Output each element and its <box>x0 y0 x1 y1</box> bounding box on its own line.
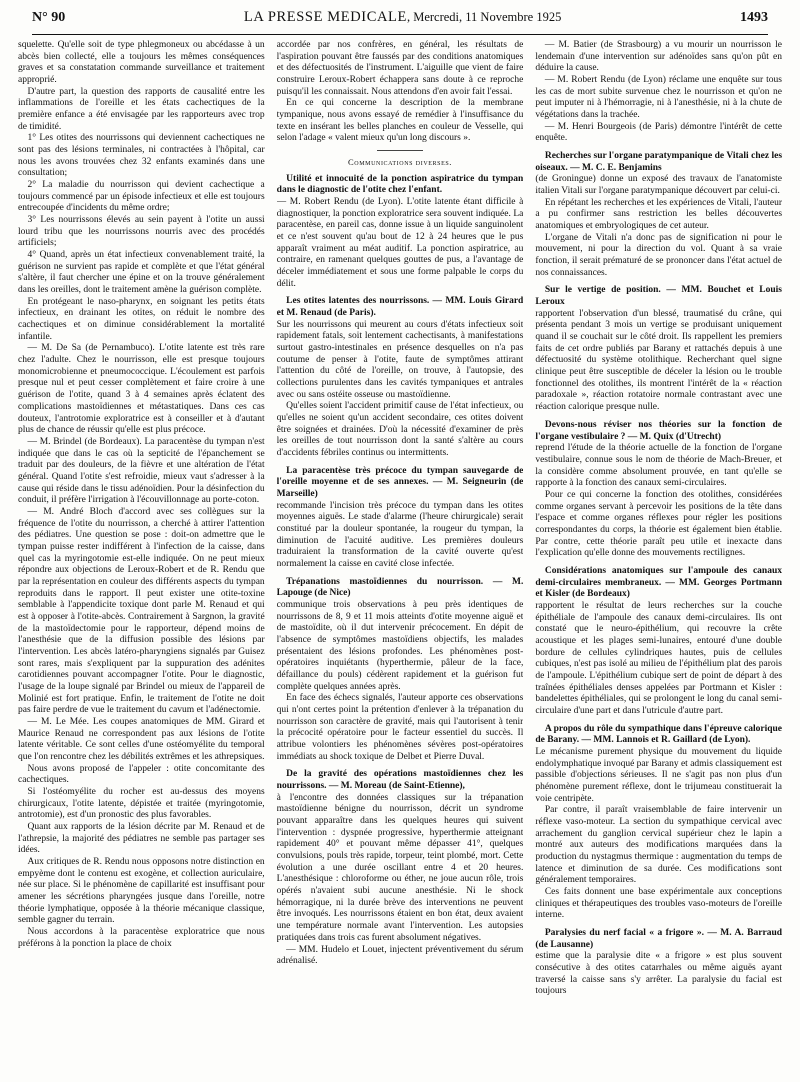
communication-title: Paralysies du nerf facial « a frigore ». — M. A. Barraud (de Lausanne) <box>535 928 783 950</box>
paragraph: — M. Le Mée. Les coupes anatomiques de MM. Girard et Maurice Renaud ne correspondent pas aux lésions de l'otite latente véritable. Ce sont celles d'une ostéomyélite du temporal que l'on rencontre chez les débilités extrêmes et les athrepsiques. <box>18 716 265 762</box>
communication-title: La paracentèse très précoce du tympan sauvegarde de l'oreille moyenne et de ses annexes. — M. Seigneurin (de Marseille) <box>276 465 524 499</box>
paragraph: recommande l'incision très précoce du tympan dans les otites moyennes aiguës. Le stade d'alarme (l'heure chirurgicale) serait constitué par la douleur spontanée, la rougeur du tympan, la diminution de l'acuité auditive. Les premières douleurs traduiraient la transformation de la cavité ouverte qu'est normalement la caisse en cavité close infectée. <box>276 500 524 569</box>
paragraph: D'autre part, la question des rapports de causalité entre les inflammations de l'oreille et les états cachectiques de la première enfance a été envisagée par les rapporteurs avec trop de timidité. <box>18 86 265 132</box>
communication-title: A propos du rôle du sympathique dans l'épreuve calorique de Barany. — MM. Lannois et R. Gaillard (de Lyon). <box>535 723 783 746</box>
issue-number: N° 90 <box>32 10 66 25</box>
column-3 <box>535 40 782 1072</box>
paragraph: En ce qui concerne la description de la membrane tympanique, nous avons essayé de remédier à l'insuffisance du texte en insérant les belles planches en couleur de Vesselle, qui selon l'adage « valent mieux qu'un long discours ». <box>276 98 524 144</box>
communication-title: De la gravité des opérations mastoïdiennes chez les nourrissons. — M. Moreau (de Saint-Etienne), <box>276 769 524 792</box>
paragraph: — MM. Hudelo et Louet, injectent préventivement du sérum adrénalisé. <box>276 944 524 967</box>
paragraph: Quant aux rapports de la lésion décrite par M. Renaud et de l'athrepsie, la majorité des pédiatres ne semble pas partager ses idées. <box>18 822 265 856</box>
paragraph: Sur les nourrissons qui meurent au cours d'états infectieux soit rapidement fatals, soit lentement cachectisants, à manifestations surtout gastro-intestinales en présence desquelles on n'a pas coutume de penser à l'otite, faute de symptômes attirant l'attention du côté de l'oreille, on trouve, à l'autopsie, des collections purulentes dans les cavités tympaniques et antrales avec ou sans ostéite osseuse ou mastoïdienne. <box>276 319 524 400</box>
paragraph: Si l'ostéomyélite du rocher est au-dessus des moyens chirurgicaux, l'otite latente, dépistée et traitée (myringotomie, antrotomie), est d'un pronostic des plus favorables. <box>18 787 265 821</box>
issue-date: Mercredi, 11 Novembre 1925 <box>413 10 562 24</box>
communication-title: Devons-nous réviser nos théories sur la fonction de l'organe vestibulaire ? — M. Quix (d'Utrecht) <box>535 419 783 442</box>
journal-title: LA PRESSE MEDICALE <box>243 9 407 25</box>
paragraph: Nous avons proposé de l'appeler : otite concomitante des cachectiques. <box>18 763 265 786</box>
column-1 <box>18 40 265 1072</box>
paragraph: Pour ce qui concerne la fonction des otolithes, considérées comme organes servant à percevoir les positions de la tête dans l'espace et comme organes réflexes pour régler les positions correspondantes du corps, la théorie est également bien établie. Par contre, cette théorie paraît peu utile et inexacte dans l'explication qu'elle donne des mouvements rectilignes. <box>535 489 783 559</box>
header-title-group: LA PRESSE MEDICALE, Mercredi, 11 Novembre 1925 <box>243 9 562 25</box>
communication-title: Les otites latentes des nourrissons. — MM. Louis Girard et M. Renaud (de Paris). <box>276 296 524 318</box>
paragraph: Ces faits donnent une base expérimentale aux conceptions cliniques et thérapeutiques des troubles vaso-moteurs de l'oreille interne. <box>535 887 783 921</box>
communication-title: Sur le vertige de position. — MM. Bouchet et Louis Leroux <box>535 285 783 308</box>
paragraph: estime que la paralysie dite « a frigore » est plus souvent consécutive à des otites catarrhales ou même aiguës ayant traversé la caisse sans s'y arrêter. La paralysie du facial est toujours <box>535 951 783 997</box>
communication-title: Trépanations mastoïdiennes du nourrisson. — M. Lapouge (de Nice) <box>276 576 524 599</box>
paragraph: — M. Brindel (de Bordeaux). La paracentèse du tympan n'est indiquée que dans le cas où la septicité de l'épanchement se traduit par des douleurs, de la fièvre et une altération de l'état général. Quand l'otite s'est refroidie, mieux vaut s'adresser à la cause qui réside dans le tissu adénoïdien. Pour la désinfection du conduit, il préfère l'irrigation à l'écouvillonnage au porte-coton. <box>18 436 265 506</box>
paragraph: En face des échecs signalés, l'auteur apporte ces observations qui n'ont certes point la prétention d'enlever à la trépanation du nourrisson son caractère de gravité, mais qui l'autorisent à tenir la précocité opératoire pour le facteur essentiel du succès. Il attribue volontiers les phénomènes sévères post-opératoires immédiats au shock toxique de Delbet et Pierre Duval. <box>276 693 524 762</box>
paragraph: rapportent le résultat de leurs recherches sur la couche épithéliale de l'ampoule des canaux demi-circulaires. Ils ont constaté que le neuro-épithélium, qui recouvre la crête acoustique et les plages semi-lunaires, entouré d'une double bordure de cellules cylindriques hautes, puis de cellules cubiques, n'est pas isolé au milieu de l'épithélium plat des parois de l'ampoule. L'épithélium cubique sert de point de départ à des traînées épithéliales denses appelées par Portmann et Kisler : bandelettes épithéliales, qui se prolongent le long du canal semi-circulaire d'une part et dans l'utricule d'autre part. <box>535 600 783 716</box>
paragraph: — M. Robert Rendu (de Lyon) réclame une enquête sur tous les cas de mort subite survenue chez le nourrisson et qu'on ne peut imputer ni à l'hémorragie, ni à l'anesthésie, ni à la chute de végétations dans la trachée. <box>535 75 783 121</box>
paragraph: Aux critiques de R. Rendu nous opposons notre distinction en empyème dont le contenu est exogène, et collection auriculaire, née sur place. Si le phénomène de capillarité est insuffisant pour amener les sécrétions pharyngées jusque dans l'oreille, notre théorie lymphatique, opposée à la théorie mécanique classique, semble gagner du terrain. <box>18 857 265 926</box>
paragraph: L'organe de Vitali n'a donc pas de signification ni pour le mouvement, ni pour la direction du vol. Quant à sa vraie fonction, il serait prématuré de se prononcer dans l'état actuel de nos connaissances. <box>535 232 783 278</box>
column-2 <box>277 40 524 1072</box>
paragraph: à l'encontre des données classiques sur la trépanation mastoïdienne bénigne du nourrisson, décrit un syndrome pouvant apparaître dans les quelques heures qui suivent l'intervention : dyspnée progressive, hyperthermie atteignant rapidement 40° et pouvant même dépasser 41°, quelques convulsions, pouls très rapide, torpeur, teint plombé, mort. Cette évolution a une durée oscillant entre 4 et 20 heures. L'anesthésique : chloroforme ou éther, ne joue aucun rôle, trois opérés n'avaient subi aucune anesthésie. Ni le shock hémorragique, ni la durée brève des interventions ne peuvent être invoqués. Les nourrissons étaient en bon état, deux avaient une température normale avant l'intervention. Les autopsies pratiquées dans trois cas furent absolument négatives. <box>276 792 524 943</box>
paragraph: Nous accordons à la paracentèse exploratrice que nous préférons à la ponction la place de choix <box>18 927 265 949</box>
paragraph: squelette. Qu'elle soit de type phlegmoneux ou abcédasse à un abcès bien collecté, elle a toujours les mêmes conséquences graves et sa constatation commande surveillance et traitement approprié. <box>18 40 265 86</box>
paragraph: reprend l'étude de la théorie actuelle de la fonction de l'organe vestibulaire, connue sous le nom de théorie de Mach-Breuer, et la considère comme absolument prouvée, en tant qu'elle se rapporte à la fonction des canaux semi-circulaires. <box>535 443 783 489</box>
paragraph: En protégeant le naso-pharynx, en soignant les petits états infectieux, en drainant les otites, on réduit le nombre des cachectiques et on diminue considérablement la mortalité infantile. <box>18 296 265 342</box>
article-columns <box>18 40 782 1072</box>
paragraph: — M. Henri Bourgeois (de Paris) démontre l'intérêt de cette enquête. <box>535 121 783 144</box>
page-number: 1493 <box>740 10 768 25</box>
paragraph: Par contre, il paraît vraisemblable de faire intervenir un réflexe vaso-moteur. La section du sympathique cervical avec arrachement du ganglion cervical supérieur chez le lapin a montré aux auteurs des modifications marquées dans la production du nystagmus thermique : augmentation du temps de latence et diminution de sa durée. Ces modifications sont généralement temporaires. <box>535 805 783 886</box>
paragraph: Le mécanisme purement physique du mouvement du liquide endolymphatique invoqué par Barany et admis classiquement est passible d'objections sérieuses. Il ne s'agit pas non plus d'un phénomène purement réflexe, dont le trijumeau constituerait la voie centripète. <box>535 746 783 804</box>
paragraph: En répétant les recherches et les expériences de Vitali, l'auteur a pu confirmer sans restriction les belles découvertes anatomiques et embryologiques de cet auteur. <box>535 197 783 232</box>
paragraph: 1° Les otites des nourrissons qui deviennent cachectiques ne sont pas des lésions terminales, ni contractées à l'hôpital, car nous les avons trouvées chez 32 enfants examinés dans une consultation; <box>18 133 265 179</box>
paragraph: 4° Quand, après un état infectieux convenablement traité, la guérison ne survient pas rapide et complète et que l'état général s'altère, il faut chercher une épine et on la trouve généralement dans les oreilles, dont le traitement amène la guérison complète. <box>18 250 265 296</box>
communication-title: Recherches sur l'organe paratympanique de Vitali chez les oiseaux. — M. C. E. Benjamins <box>535 151 783 173</box>
paragraph: 2° La maladie du nourrisson qui devient cachectique a toujours commencé par un épisode infectieux et elle est toujours entrecoupée d'incidents du même ordre; <box>18 180 265 214</box>
paragraph: Qu'elles soient l'accident primitif cause de l'état infectieux, ou qu'elles ne soient qu'un accident secondaire, ces otites doivent être soignées et drainées. D'où la nécessité d'examiner de près les oreilles de tout nourrisson dont la santé s'altère au cours d'accidents fébriles continus ou intermittents. <box>276 401 524 458</box>
paragraph: communique trois observations à peu près identiques de nourrissons de 8, 9 et 11 mois atteints d'otite moyenne aiguë et de mastoïdite, où il dut intervenir précocement. En dépit de l'absence de symptômes mastoïdiens objectifs, les malades présentaient des lésions profondes. Les phénomènes post-opératoires inquiétants (hyperthermie, pâleur de la face, défaillance du pouls) cédèrent rapidement et la guérison fut complète quelques années après. <box>276 600 524 692</box>
paragraph: — M. De Sa (de Pernambuco). L'otite latente est très rare chez l'adulte. Chez le nourrisson, elle est presque toujours monomicrobienne et pneumococcique. L'écoulement est parfois presque nul et peut cesser complètement et faire croire à une guérison de l'otite, quand 3 à 4 semaines après éclatent des complications mastoïdiennes et métastatiques. Dans ces cas douteux, l'antrotomie exploratrice est à conseiller et à d'autant plus de chance de réussir qu'elle est plus précoce. <box>18 343 265 436</box>
communication-title: Utilité et innocuité de la ponction aspiratrice du tympan dans le diagnostic de l'otite chez l'enfant. <box>276 173 524 196</box>
paragraph: 3° Les nourrissons élevés au sein payent à l'otite un aussi lourd tribu que les nourrissons nourris avec des procédés artificiels; <box>18 215 265 249</box>
paragraph: (de Groningue) donne un exposé des travaux de l'anatomiste italien Vitali sur l'organe paratympanique découvert par celui-ci. <box>535 174 783 197</box>
paragraph: — M. André Bloch d'accord avec ses collègues sur la fréquence de l'otite du nourrisson, a cherché à attirer l'attention des pédiatres. Une question se pose : doit-on admettre que le tympan puisse rester indifférent à l'infection de la caisse, dans quel cas la myringotomie est-elle indiquée. On ne peut mieux répondre aux objections de Leroux-Robert et de R. Rendu que par la représentation en couleur des différents aspects du tympan reproduits dans le rapport. Il peut exister une otite-toxine semblable à l'appendicite toxique dont parle M. Renaud et qui est à opposer à l'otite-abcès. Contrairement à Sargnon, la gravité de la mastoïdectomie pour le rapporteur, dépend moins de l'anesthésie que de la diffusion possible des lésions par l'intervention. Les abcès latéro-pharyngiens signalés par Guisez sont rares, mais s'expliquent par la suppuration des adénites carotidiennes pouvant accompagner l'otite. Pour le diagnostic, l'usage de la loupe signalé par Brindel ou mieux de l'appareil de Molinié est fort pratique. Enfin, le traitement de l'otite ne doit pas faire perdre de vue le traitement du cavum et l'adénectomie. <box>18 506 265 716</box>
paragraph: — M. Robert Rendu (de Lyon). L'otite latente étant difficile à diagnostiquer, la ponction exploratrice sera souvent indiquée. La paracentèse, en pareil cas, donne issue à un liquide sanguinolent et ce n'est souvent qu'au bout de 12 à 24 heures que le pus apparaît vraiment au méat auditif. La ponction aspiratrice, au contraire, en ramenant quelques gouttes de pus, a l'avantage de déceler immédiatement et sous une forme palpable le corps du délit. <box>276 196 524 289</box>
page-header <box>32 8 768 35</box>
communication-title: Considérations anatomiques sur l'ampoule des canaux demi-circulaires membraneux. — MM. Georges Portmann et Kisler (de Bordeaux) <box>535 565 783 600</box>
paragraph: accordée par nos confrères, en général, les résultats de l'aspiration pouvant être faussés par des conditions anatomiques et des défectuosités de l'instrument. L'aiguille que vient de faire construire Leroux-Robert échappera sans doute à ce reproche puisqu'il les connaissait. Nous attendons d'en avoir fait l'essai. <box>276 40 524 97</box>
paragraph: — M. Batier (de Strasbourg) a vu mourir un nourrisson le lendemain d'une intervention sur adénoïdes sans qu'on pût en déduire la cause. <box>535 40 783 74</box>
section-heading: Communications diverses. <box>348 157 452 168</box>
section-divider <box>377 150 423 151</box>
paragraph: rapportent l'observation d'un blessé, traumatisé du crâne, qui présenta pendant 3 mois un vertige se produisant uniquement quand il se couchait sur le côté droit. Ils rappellent les premiers faits de cet ordre publiés par Barany et rattachés depuis à une défectuosité du système otolithique. Recherchant quel signe clinique peut être susceptible de déceler la lésion ou le trouble fonctionnel des otolithes, ils montrent l'intérêt de la « réaction paradoxale », réaction rotatoire normale contrastant avec une réaction calorique presque nulle. <box>535 308 783 413</box>
